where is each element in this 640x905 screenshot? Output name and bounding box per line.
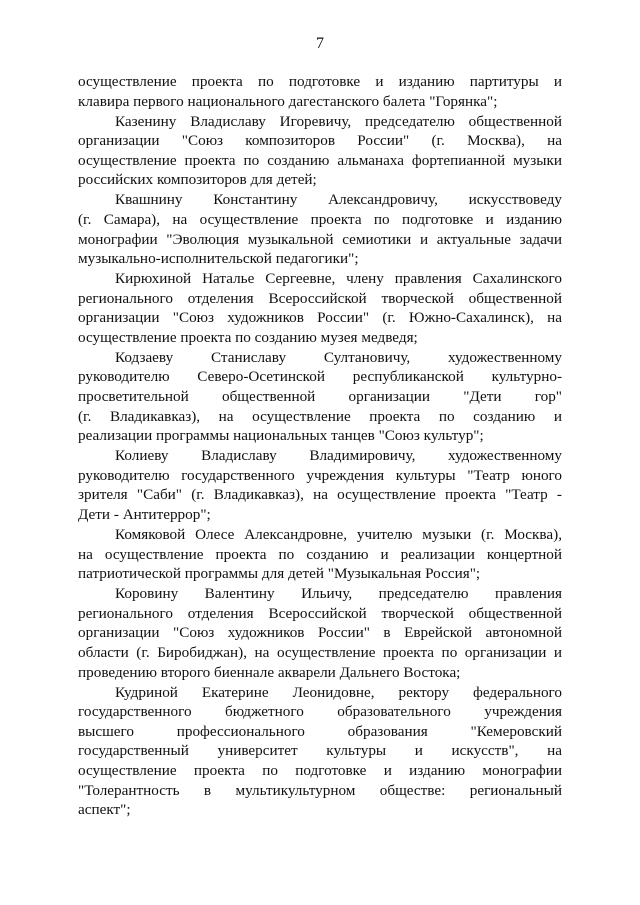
text-line: патриотической программы для детей "Музыкальная Россия"; (78, 565, 481, 583)
paragraph (78, 584, 562, 682)
text-line: зрителя "Саби" (г. Владикавказ), на осуществление проекта "Театр - (78, 486, 562, 504)
text-line: Коровину Валентину Ильичу, председателю правления (115, 585, 562, 603)
text-line: регионального отделения Всероссийской творческой общественной (78, 604, 562, 622)
text-line: Дети - Антитеррор"; (78, 506, 211, 524)
document-body (78, 72, 562, 820)
text-line: осуществление проекта по созданию альманаха фортепианной музыки (78, 151, 562, 169)
text-line: музыкально-исполнительской педагогики"; (78, 250, 359, 268)
text-line: аспект"; (78, 801, 131, 819)
paragraph (78, 446, 562, 524)
text-line: высшего профессионального образования "Кемеровский (78, 722, 562, 740)
text-line: российских композиторов для детей; (78, 171, 317, 189)
text-line: просветительной общественной организации "Дети гор" (78, 388, 562, 406)
text-line: осуществление проекта по созданию музея медведя; (78, 328, 418, 346)
text-line: государственный университет культуры и искусств", на (78, 742, 562, 760)
paragraph (78, 348, 562, 446)
text-line: руководителю государственного учреждения культуры "Театр юного (78, 466, 562, 484)
text-line: проведению второго биеннале акварели Дальнего Востока; (78, 663, 461, 681)
paragraph (78, 112, 562, 190)
paragraph (78, 190, 562, 268)
text-line: монографии "Эволюция музыкальной семиотики и актуальные задачи (78, 230, 562, 248)
text-line: Кодзаеву Станиславу Султановичу, художественному (115, 348, 562, 366)
text-line: осуществление проекта по подготовке и изданию партитуры и (78, 73, 562, 90)
text-line: организации "Союз художников России" (г. Южно-Сахалинск), на (78, 309, 562, 327)
paragraph (78, 269, 562, 347)
text-line: Квашнину Константину Александровичу, искусствоведу (115, 191, 562, 209)
text-line: Комяковой Олесе Александровне, учителю музыки (г. Москва), (115, 526, 562, 543)
text-line: на осуществление проекта по созданию и реализации концертной (78, 545, 562, 563)
text-line: реализации программы национальных танцев "Союз культур"; (78, 427, 484, 445)
text-line: Колиеву Владиславу Владимировичу, художественному (115, 447, 562, 465)
text-line: организации "Союз художников России" в Еврейской автономной (78, 624, 562, 642)
text-line: "Толерантность в мультикультурном обществе: региональный (78, 781, 562, 799)
paragraph (78, 525, 562, 584)
text-line: государственного бюджетного образовательного учреждения (78, 703, 562, 721)
text-line: осуществление проекта по подготовке и изданию монографии (78, 761, 562, 779)
text-line: области (г. Биробиджан), на осуществление проекта по организации и (78, 643, 562, 661)
text-line: (г. Самара), на осуществление проекта по подготовке и изданию (78, 210, 562, 228)
page-number: 7 (316, 35, 324, 52)
text-line: Кудриной Екатерине Леонидовне, ректору федерального (115, 683, 562, 701)
paragraph (78, 683, 562, 820)
paragraph (78, 72, 562, 111)
text-line: клавира первого национального дагестанского балета "Горянка"; (78, 92, 498, 110)
text-line: регионального отделения Всероссийской творческой общественной (78, 289, 562, 307)
text-line: организации "Союз композиторов России" (г. Москва), на (78, 132, 562, 150)
text-line: Казенину Владиславу Игоревичу, председателю общественной (115, 112, 562, 130)
text-line: (г. Владикавказ), на осуществление проекта по созданию и (78, 407, 562, 425)
text-line: руководителю Северо-Осетинской республиканской культурно- (78, 368, 562, 386)
text-line: Кирюхиной Наталье Сергеевне, члену правления Сахалинского (115, 270, 562, 288)
